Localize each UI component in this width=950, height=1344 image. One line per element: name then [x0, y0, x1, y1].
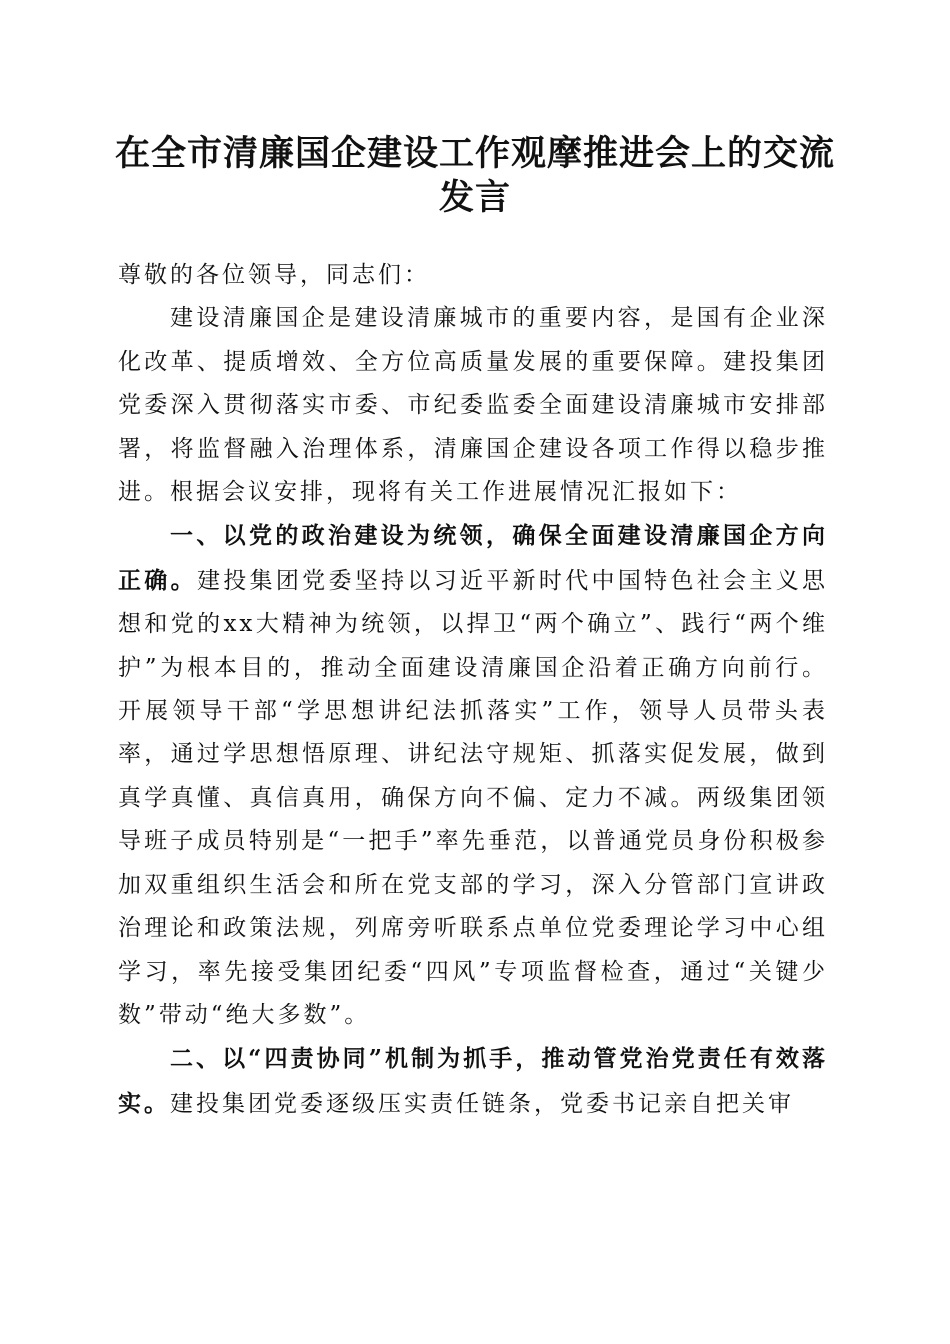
section-2-body: 建投集团党委逐级压实责任链条，党委书记亲自把关审: [170, 1090, 794, 1117]
document-title: 在全市清廉国企建设工作观摩推进会上的交流发言: [114, 133, 835, 218]
section-1-paragraph: [118, 514, 828, 1037]
section-1-heading: 一、以党的政治建设为统领，确保全面建设清廉国企方向正确。: [118, 522, 828, 594]
salutation: 尊敬的各位领导，同志们：: [118, 262, 430, 288]
document-body: [118, 254, 828, 1126]
intro-paragraph: 建设清廉国企是建设清廉城市的重要内容，是国有企业深化改革、提质增效、全方位高质量发展的重要保障。建投集团党委深入贯彻落实市委、市纪委监委全面建设清廉城市安排部署，将监督融入治理体系，清廉国企建设各项工作得以稳步推进。根据会议安排，现将有关工作进展情况汇报如下：: [118, 305, 828, 506]
section-2-paragraph: [118, 1037, 828, 1126]
section-2-heading: 二、以“四责协同”机制为抓手，推动管党治党责任有效落实。: [118, 1045, 828, 1117]
section-1-body: 建投集团党委坚持以习近平新时代中国特色社会主义思想和党的xx大精神为统领，以捍卫“两个确立”、践行“两个维护”为根本目的，推动全面建设清廉国企沿着正确方向前行。开展领导干部“学思想讲纪法抓落实”工作，领导人员带头表率，通过学思想悟原理、讲纪法守规矩、抓落实促发展，做到真学真懂、真信真用，确保方向不偏、定力不减。两级集团领导班子成员特别是“一把手”率先垂范，以普通党员身份积极参加双重组织生活会和所在党支部的学习，深入分管部门宣讲政治理论和政策法规，列席旁听联系点单位党委理论学习中心组学习，率先接受集团纪委“四风”专项监督检查，通过“关键少数”带动“绝大多数”。: [118, 567, 829, 1028]
